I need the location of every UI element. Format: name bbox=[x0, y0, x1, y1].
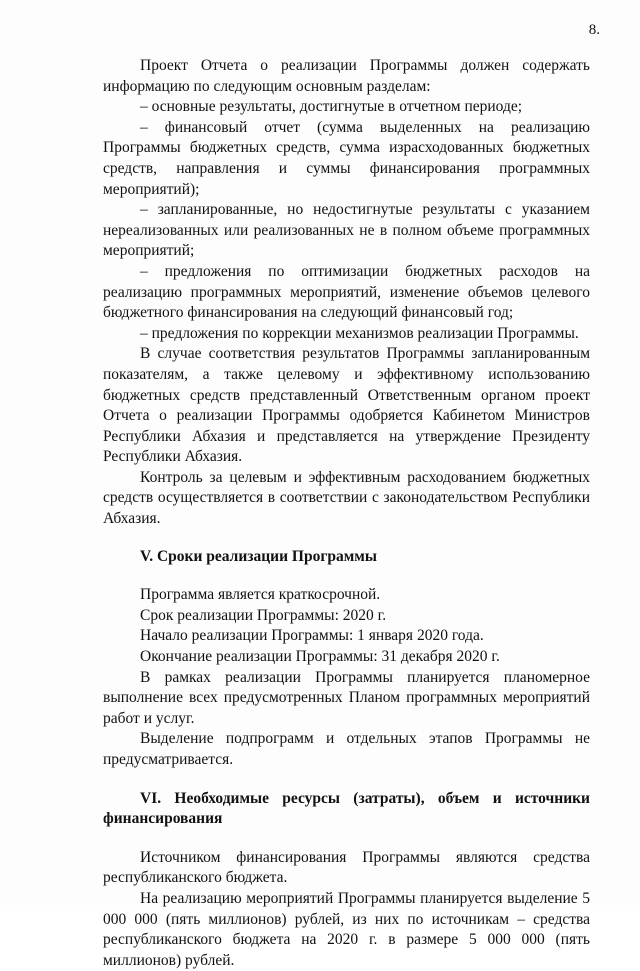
paragraph: В случае соответствия результатов Программы запланированным показателям, а также целевому и эффективному использованию бюджетных средств представленный Ответственным органом проект Отчета о реализации Программы одобряется Кабинетом Министров Республики Абхазия и представляется на утверждение Президенту Республики Абхазия. bbox=[103, 345, 590, 466]
paragraph: Окончание реализации Программы: 31 декабря 2020 г. bbox=[140, 648, 500, 666]
list-item: – основные результаты, достигнутые в отчетном периоде; bbox=[140, 98, 523, 116]
paragraph: Программа является краткосрочной. bbox=[140, 586, 381, 604]
paragraph: Срок реализации Программы: 2020 г. bbox=[140, 606, 387, 624]
document-body bbox=[103, 56, 590, 971]
paragraph: Источником финансирования Программы являются средства республиканского бюджета. bbox=[103, 848, 590, 887]
section-heading-vi: VI. Необходимые ресурсы (затраты), объем и источники финансирования bbox=[103, 789, 590, 828]
section-heading-v: V. Сроки реализации Программы bbox=[140, 547, 377, 565]
paragraph: Выделение подпрограмм и отдельных этапов Программы не предусматривается. bbox=[103, 730, 590, 768]
list-item: – финансовый отчет (сумма выделенных на реализацию Программы бюджетных средств, сумма израсходованных бюджетных средств, направления и суммы финансирования программных мероприятий); bbox=[103, 118, 590, 198]
paragraph: Проект Отчета о реализации Программы должен содержать информацию по следующим основным разделам: bbox=[103, 57, 590, 95]
paragraph: В рамках реализации Программы планируется планомерное выполнение всех предусмотренных Планом программных мероприятий работ и услуг. bbox=[103, 668, 590, 727]
paragraph: На реализацию мероприятий Программы планируется выделение 5 000 000 (пять миллионов) рублей, из них по источникам – средства республиканского бюджета на 2020 г. в размере 5 000 000 (пять миллионов) рублей. bbox=[103, 889, 590, 969]
page-number: 8. bbox=[588, 22, 600, 38]
paragraph: Начало реализации Программы: 1 января 2020 года. bbox=[140, 627, 484, 645]
paragraph: Контроль за целевым и эффективным расходованием бюджетных средств осуществляется в соответствии с законодательством Республики Абхазия. bbox=[103, 468, 590, 528]
list-item: – предложения по оптимизации бюджетных расходов на реализацию программных мероприятий, изменение объемов целевого бюджетного финансирования на следующий финансовый год; bbox=[103, 262, 590, 322]
list-item: – предложения по коррекции механизмов реализации Программы. bbox=[140, 324, 579, 342]
list-item: – запланированные, но недостигнутые результаты с указанием нереализованных или реализованных не в полном объеме программных мероприятий; bbox=[103, 201, 590, 260]
